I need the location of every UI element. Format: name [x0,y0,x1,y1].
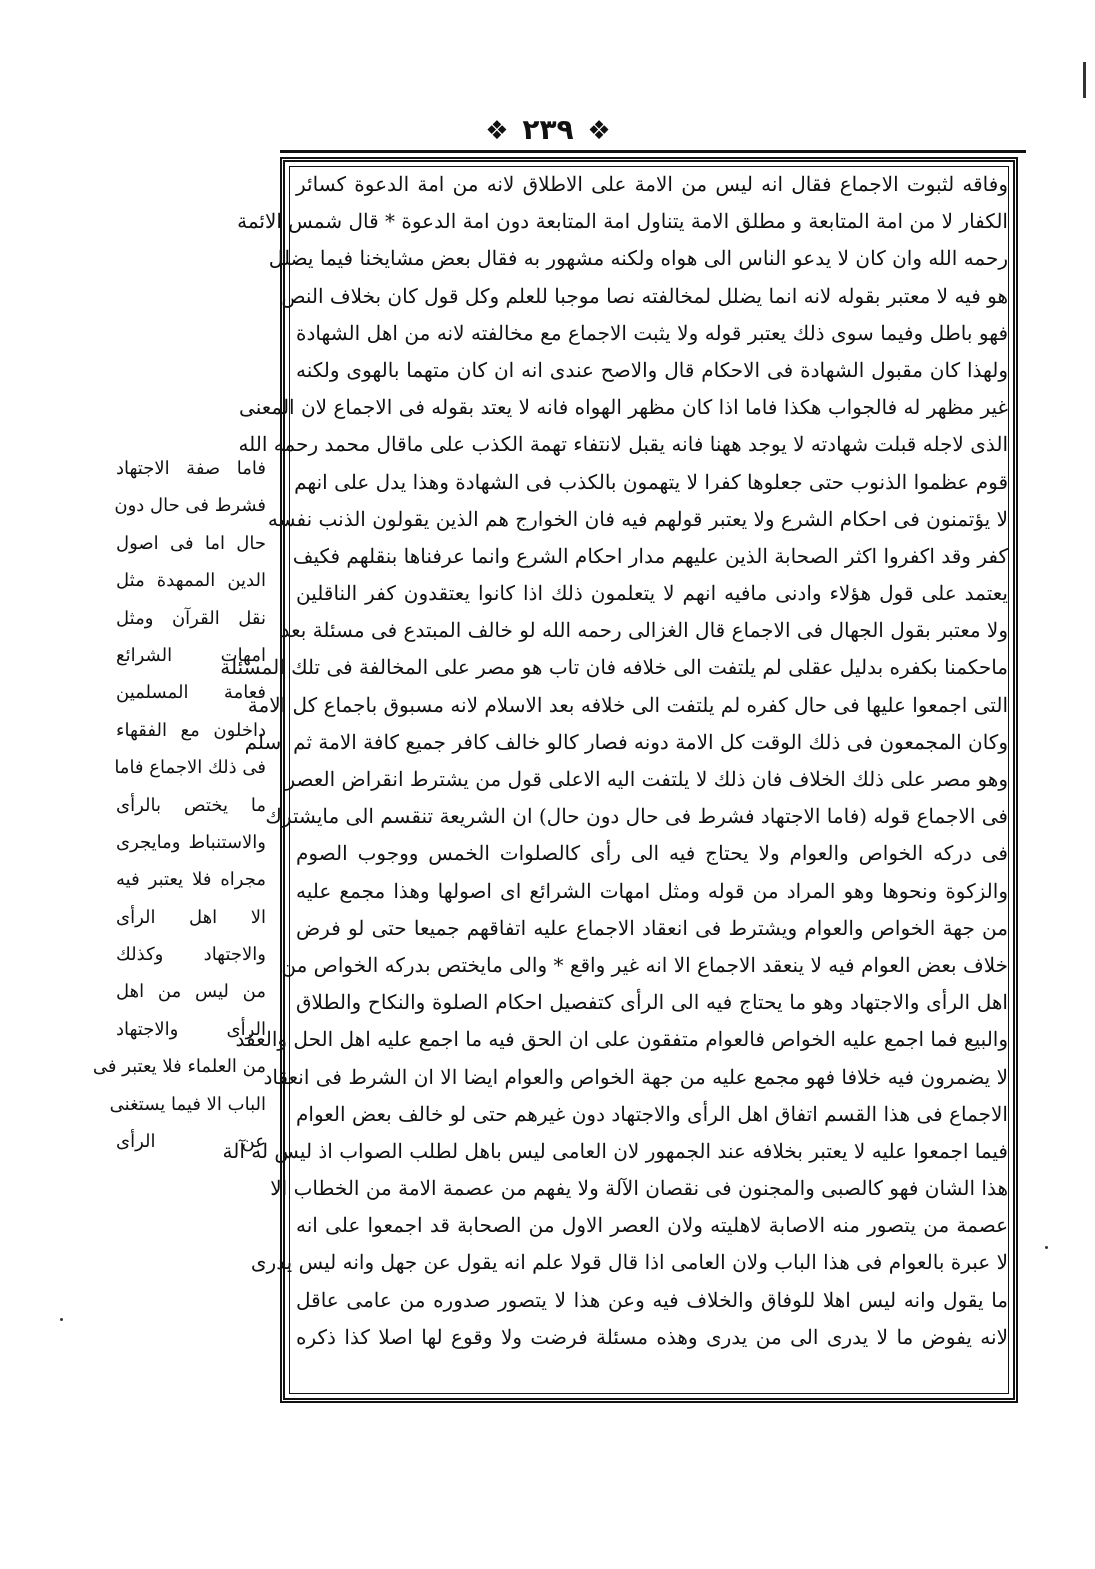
main-text-line: غير مظهر له فالجواب هكذا فاما اذا كان مظهر الهواه فانه لا يعتد بقوله فى الاجماع لان المعنى [239,395,1008,420]
main-text-line: لانه يفوض ما لا يدرى الى من يدرى وهذه مسئلة فرضت ولا وقوع لها اصلا كذا ذكره [296,1324,1008,1349]
main-text-line: وهو مصر على ذلك الخلاف فان ذلك لا يلتفت اليه الاعلى قول من يشترط انقراض العصر [285,767,1008,791]
ornament-left: ❖ [587,116,611,146]
margin-line: داخلون مع الفقهاء [116,719,266,741]
margin-line: من العلماء فلا يعتبر فى [92,1056,266,1078]
main-text-line: ولهذا كان مقبول الشهادة فى الاحكام قال والاصح عندى انه ان كان متهما بالهوى ولكنه [296,357,1008,382]
main-text-line: فيما اجمعوا عليه لا يعتبر بخلافه عند الجمهور لان العامى ليس باهل لطلب الصواب اذ ليس له آلة [222,1138,1008,1163]
margin-line: عن الرأى [116,1131,266,1153]
main-text-line: ما يقول وانه ليس اهلا للوفاق والخلاف فيه وعن هذا لا يتصور صدوره من عامى عاقل [296,1287,1008,1312]
main-text-line: والزكوة ونحوها وهو المراد من قوله ومثل امهات الشرائع اى اصولها وهذا مجمع عليه [296,878,1008,903]
main-text-line: الاجماع فى هذا القسم اتفاق اهل الرأى والاجتهاد دون غيرهم حتى لو خالف بعض العوام [296,1101,1008,1126]
main-text-line: والبيع فما اجمع عليه الخواص فالعوام متفقون على ان الحق فيه ما اجمع عليه اهل الحل والعقد [235,1027,1008,1052]
main-text-line: فهو باطل وفيما سوى ذلك يعتبر قوله ولا يثبت الاجماع مع مخالفته لانه من اهل الشهادة [296,320,1008,345]
main-text-line: الكفار لا من امة المتابعة و مطلق الامة يتناول امة المتابعة دون امة الدعوة * قال شمس الائمة [237,209,1008,234]
margin-line: مجراه فلا يعتبر فيه [116,869,266,891]
scan-speck [1045,1246,1048,1249]
main-text-line: لا عبرة بالعوام فى هذا الباب ولان العامى اذا قال قولا علم انه يقول عن جهل وانه ليس يدرى [250,1250,1008,1275]
main-text-line: قوم عظموا الذنوب حتى جعلوها كفرا لا يتهمون بالكذب فى الشهادة وهذا يدل على انهم [294,469,1008,494]
main-text-line: رحمه الله وان كان لا يدعو الناس الى هواه ولكنه مشهور به فقال بعض مشايخنا فيما يضلل [268,246,1008,271]
main-text-line: اهل الرأى والاجتهاد وهو ما يحتاج فيه الى الرأى كتفصيل احكام الصلوة والنكاح والطلاق [296,990,1008,1015]
main-text-line: التى اجمعوا عليها فى حال كفره لم يلتفت الى خلافه بعد الاسلام لانه مسبوق باجماع كل الامة [247,692,1008,717]
main-text-line: وفاقه لثبوت الاجماع فقال انه ليس من الامة على الاطلاق لانه من امة الدعوة كسائر [296,172,1008,196]
margin-line: الرأى والاجتهاد [116,1018,266,1040]
main-text-line: عصمة من يتصور منه الاصابة لاهليته ولان العصر الاول من الصحابة قد اجمعوا على انه [296,1213,1008,1238]
margin-commentary [92,450,266,1160]
main-text-line: من جهة الخواص والعوام ويشترط فى انعقاد الاجماع عليه اتفاقهم جميعا حتى لو فرض [296,915,1008,940]
main-text-line: يعتمد على قول هؤلاء وادنى مافيه انهم لا يتعلمون ذلك اذا كانوا يعتقدون كفر الناقلين [296,581,1008,606]
page-header [473,114,623,147]
margin-line: الا اهل الرأى [116,906,266,928]
main-text-block [220,166,1008,1396]
margin-line: فاما صفة الاجتهاد [116,458,266,479]
margin-line: ما يختص بالرأى [116,794,266,816]
scan-edge-mark [1083,62,1086,98]
margin-line: الدين الممهدة مثل [116,570,266,592]
main-text-line: لا يضمرون فيه خلافا فهو مجمع عليه من جهة الخواص والعوام ايضا الا ان الشرط فى انعقاد [263,1064,1008,1089]
main-text-line: لا يؤتمنون فى احكام الشرع ولا يعتبر قولهم فيه فان الخوارج هم الذين يقولون الذنب نفسه [267,506,1008,531]
main-text-line: الذى لاجله قبلت شهادته لا يوجد ههنا فانه يقبل لانتفاء تهمة الكذب على ماقال محمد رحمه الله [238,432,1008,457]
ornament-right: ❖ [485,116,509,146]
main-text-line: كفر وقد اكفروا اكثر الصحابة الذين عليهم مدار احكام الشرع وانما عرفناها بنقلهم فكيف [292,543,1008,568]
margin-line: امهات الشرائع [116,644,266,666]
margin-line: حال اما فى اصول [116,532,266,554]
main-text-line: ماحكمنا بكفره بدليل عقلى لم يلتفت الى خلافه فان تاب هو مصر على المخالفة فى تلك المسئلة [220,655,1008,680]
main-text-line: وكان المجمعون فى ذلك الوقت كل الامة دونه فصار كالو خالف كافر جميع كافة الامة ثم اسلم [244,729,1008,754]
margin-line: فشرط فى حال دون [114,495,266,517]
main-text-line: ولا معتبر بقول الجهال فى الاجماع قال الغزالى رحمه الله لو خالف المبتدع فى مسئلة بعد [280,618,1008,643]
margin-line: نقل القرآن ومثل [116,607,266,629]
main-text-line: خلاف بعض العوام فيه لا ينعقد الاجماع الا انه غير واقع * والى مايختص بدركه الخواص من [281,952,1008,977]
margin-line: فى ذلك الاجماع فاما [114,757,266,779]
margin-line: والاجتهاد وكذلك [116,944,266,966]
margin-line: من ليس من اهل [116,981,266,1003]
header-rule [280,150,1026,153]
main-text-line: فى الاجماع قوله (فاما الاجتهاد فشرط فى حال دون حال) ان الشريعة تنقسم الى مايشترك [265,804,1008,829]
main-text-line: فى دركه الخواص والعوام ولا يحتاج فيه الى رأى كالصلوات الخمس ووجوب الصوم [296,841,1008,866]
main-text-line: هو فيه لا معتبر بقوله لانه انما يضلل لمخالفته نصا موجبا للعلم وكل قول كان بخلاف النص [281,283,1008,308]
margin-line: والاستنباط ومايجرى [116,831,266,853]
margin-line: الباب الا فيما يستغنى [109,1093,266,1115]
scan-speck [60,1318,63,1321]
margin-line: فعامة المسلمين [116,682,266,704]
page-number: ٢٣٩ [522,113,574,146]
main-text-line: هذا الشان فهو كالصبى والمجنون فى نقصان الآلة ولا يفهم من عصمة الامة من الخطاب الا [270,1176,1008,1201]
